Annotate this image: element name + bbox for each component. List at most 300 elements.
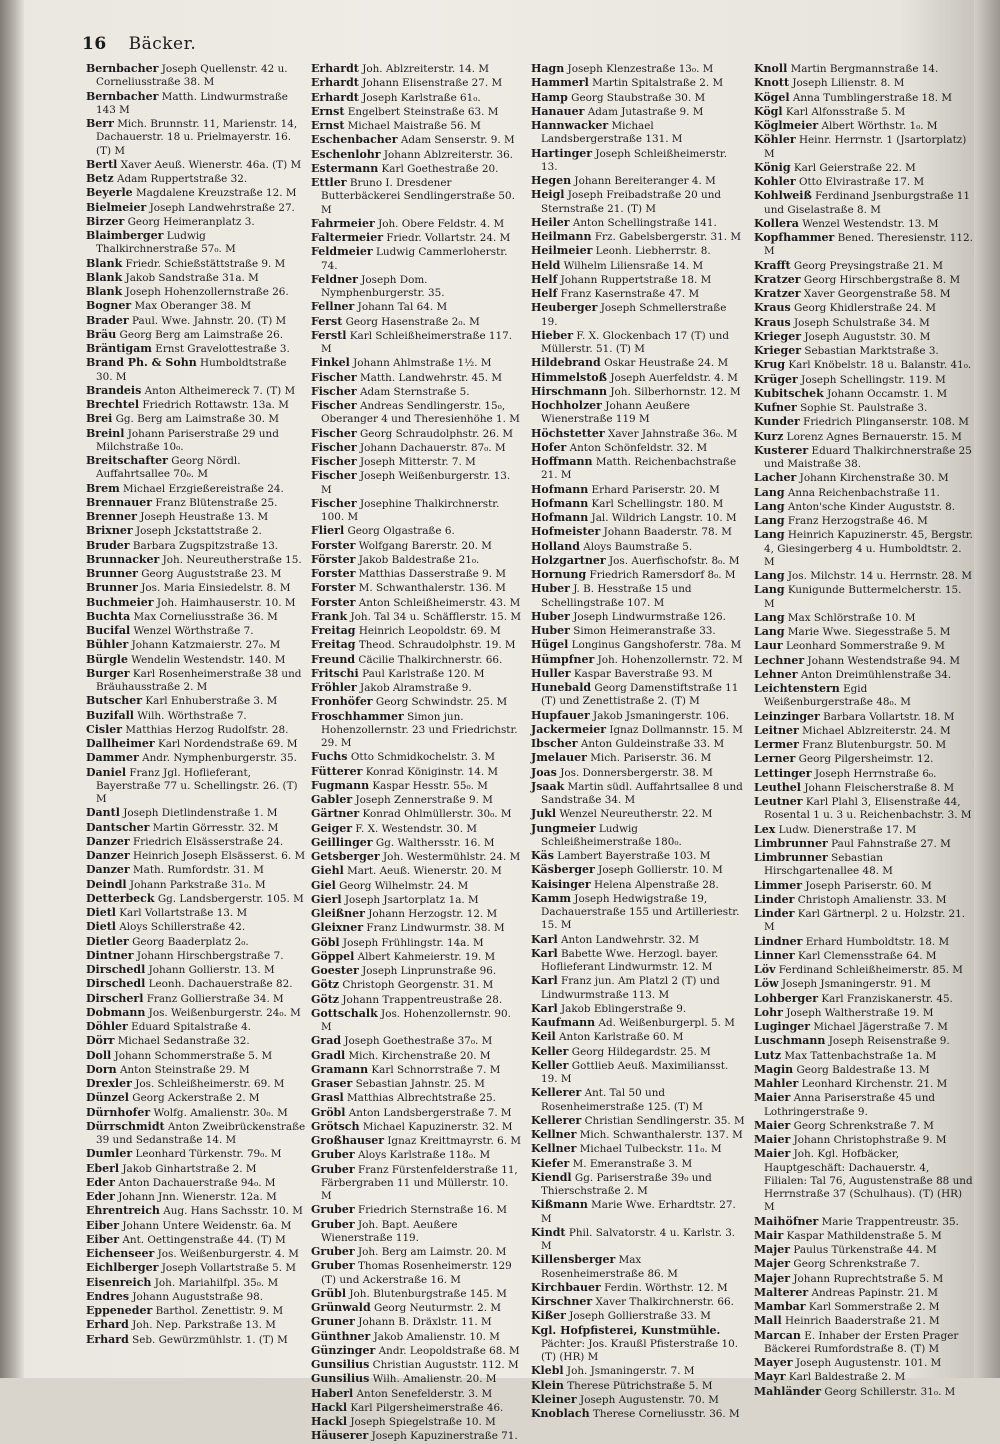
directory-entry [86, 201, 306, 215]
directory-entry [86, 1333, 306, 1347]
directory-entry [311, 553, 522, 567]
entry-details: Joh. Neureutherstraße 15. [162, 553, 302, 566]
entry-details: Johann Parkstraße 31₀. M [129, 878, 266, 891]
entry-name: Brixner [86, 524, 133, 538]
entry-name: Karl [531, 932, 558, 946]
entry-name: Bräu [86, 327, 117, 341]
entry-details: Simon Heimeranstraße 33. [573, 625, 716, 637]
directory-entry [86, 186, 306, 200]
entry-details: Karl Enhuberstraße 3. M [145, 695, 278, 708]
entry-name: Mayer [754, 1356, 793, 1369]
directory-entry [86, 920, 306, 934]
entry-name: Bogner [86, 299, 132, 313]
directory-entry [311, 1091, 522, 1105]
entry-name: Held [531, 258, 561, 272]
directory-entry [531, 525, 745, 539]
entry-name: Betz [86, 172, 114, 185]
entry-details: Joseph Mitterstr. 7. M [359, 456, 476, 468]
directory-entry [311, 399, 522, 427]
entry-details: Johann Tal 64. M [357, 301, 448, 314]
entry-name: Buzifall [86, 708, 134, 722]
entry-details: Joseph Hohenzollernstraße 26. [125, 286, 289, 298]
entry-details: Heinr. Herrnstr. 1 (Jsartorplatz) M [764, 134, 967, 160]
entry-details: Engelbert Steinstraße 63. M [347, 105, 499, 118]
directory-entry [86, 1290, 306, 1304]
directory-entry [531, 511, 745, 525]
entry-details: Georg Baldestraße 13. M [796, 1063, 930, 1076]
entry-name: Lex [754, 822, 776, 836]
entry-name: Gruber [311, 1148, 355, 1162]
entry-details: Jos. Donnersbergerstr. 38. M [560, 766, 713, 779]
entry-name: Graser [311, 1077, 353, 1090]
entry-name: Fuchs [311, 750, 348, 764]
entry-details: Joseph Schulstraße 34. M [794, 316, 930, 329]
entry-details: Georg Nördl. Auffahrtsallee 70₀. M [96, 455, 241, 481]
entry-name: Dorn [86, 1062, 117, 1076]
entry-name: Mambar [754, 1300, 806, 1313]
directory-entry [86, 257, 306, 271]
entry-name: Hümpfner [531, 652, 595, 666]
entry-name: Brand Ph. & Sohn [86, 356, 197, 370]
entry-details: Jakob Alramstraße 9. [360, 682, 472, 694]
entry-name: Ernst [311, 104, 345, 118]
entry-name: Fischer [311, 469, 357, 483]
entry-name: Kißmann [531, 1198, 588, 1212]
entry-details: Sebastian Hirschgartenallee 48. M [764, 852, 893, 878]
directory-entry [311, 1387, 522, 1401]
entry-details: Joseph Landwehrstraße 27. [149, 201, 295, 214]
entry-details: Thomas Rosenheimerstr. 129 (T) und Ackerstraße 16. M [321, 1260, 512, 1286]
entry-details: Babette Wwe. Herzogl. bayer. Hoflieferant Lindwurmstr. 12. M [541, 947, 719, 973]
directory-entry [311, 793, 522, 807]
entry-name: Dietl [86, 920, 116, 934]
directory-entry [86, 1020, 306, 1034]
entry-details: Albert Kahmeierstr. 19. M [357, 950, 496, 963]
entry-name: Dallheimer [86, 737, 155, 750]
entry-details: Joseph Schleißheimerstr. 13. [541, 147, 728, 173]
entry-details: Joseph Vollartstraße 5. M [161, 1262, 296, 1275]
entry-name: Hartinger [531, 146, 593, 160]
entry-name: Fronhöfer [311, 695, 373, 709]
entry-details: Johann Ruppertstraße 18. M [560, 273, 712, 286]
entry-details: Jakob Baldestraße 21₀. [358, 553, 480, 566]
directory-entry [754, 893, 974, 907]
directory-entry [754, 486, 974, 500]
entry-details: Joseph Gollierstr. 10. M [598, 864, 723, 877]
entry-name: Käs [531, 849, 554, 862]
entry-name: Gabler [311, 793, 353, 806]
entry-details: Heinrich Leopoldstr. 69. M [358, 625, 501, 637]
entry-details: Georg Baaderplatz 2₀. [132, 935, 249, 948]
entry-details: Joh. Nep. Parkstraße 13. M [132, 1319, 276, 1332]
entry-name: Kellner [531, 1142, 577, 1156]
entry-details: Johann Ahlmstraße 1½. M [353, 357, 492, 370]
directory-entry [754, 879, 974, 893]
entry-name: Döhler [86, 1020, 128, 1033]
entry-details: Christoph Amalienstr. 33. M [797, 893, 947, 906]
entry-details: Andr. Nymphenburgerstr. 35. [142, 752, 297, 765]
entry-details: Joh. Jsmaningerstr. 7. M [566, 1365, 695, 1378]
entry-name: Faltermeier [311, 231, 383, 244]
entry-details: Mich. Pariserstr. 36. M [590, 752, 712, 765]
directory-entry [754, 401, 974, 415]
directory-entry [311, 315, 522, 329]
entry-name: Hackl [311, 1415, 348, 1428]
entry-name: Beyerle [86, 186, 133, 200]
entry-name: Großhauser [311, 1134, 384, 1147]
entry-name: Maier [754, 1091, 791, 1105]
entry-name: Dietler [86, 934, 129, 948]
entry-name: Knoblach [531, 1407, 590, 1420]
directory-entry [531, 147, 745, 175]
directory-entry [311, 119, 522, 133]
directory-entry [86, 596, 306, 610]
entry-name: Ferst [311, 314, 343, 328]
directory-entry [311, 807, 522, 821]
entry-name: Hanauer [531, 104, 585, 118]
entry-name: Freund [311, 652, 356, 666]
entry-name: Gradl [311, 1048, 346, 1062]
directory-entry [754, 528, 974, 569]
directory-entry [531, 849, 745, 863]
entry-name: Kellerer [531, 1086, 582, 1100]
directory-entry [311, 105, 522, 119]
directory-entry [86, 510, 306, 524]
entry-name: Buchta [86, 609, 131, 623]
directory-entry [754, 710, 974, 724]
page-title: Bäcker. [128, 34, 197, 54]
entry-details: Karl Geierstraße 22. M [793, 161, 916, 174]
entry-details: Ant. Tal 50 und Rosenheimerstraße 125. (T) M [541, 1087, 703, 1113]
entry-details: Michael Landsbergerstraße 131. M [541, 120, 683, 146]
directory-entry [86, 878, 306, 892]
entry-details: Joh. Westermühlstr. 24. M [382, 851, 521, 863]
entry-details: Erhard Humboldtstr. 18. M [805, 935, 950, 948]
directory-entry [311, 427, 522, 441]
entry-details: Jakob Eblingerstraße 9. [560, 1002, 687, 1015]
directory-entry [754, 231, 974, 259]
directory-entry [754, 767, 974, 781]
entry-details: Joseph Hedwigstraße 19, Dachauerstraße 155 und Artilleriestr. 15. M [541, 892, 740, 932]
directory-entry [86, 356, 306, 384]
entry-details: Joseph Weißenburgerstr. 13. M [321, 470, 511, 496]
directory-entry [754, 189, 974, 217]
page-number: 16 [82, 34, 107, 54]
directory-entry [531, 780, 745, 808]
entry-details: Martin Spitalstraße 2. M [592, 77, 724, 90]
entry-details: Jal. Wildrich Langstr. 10. M [591, 512, 737, 524]
entry-name: Kißer [531, 1309, 566, 1323]
entry-details: Joseph Gollierstraße 33. M [569, 1310, 711, 1323]
directory-entry [531, 119, 745, 147]
entry-details: Adam Jutastraße 9. M [587, 105, 704, 118]
entry-name: Brader [86, 313, 129, 327]
entry-name: Blank [86, 256, 123, 270]
entry-details: Karl Pilgersheimerstraße 46. [350, 1401, 504, 1414]
directory-entry [754, 415, 974, 429]
directory-entry [86, 863, 306, 877]
directory-entry [311, 1063, 522, 1077]
directory-entry [754, 1356, 974, 1370]
directory-entry [311, 1120, 522, 1134]
directory-entry [86, 1006, 306, 1020]
directory-entry [754, 217, 974, 231]
directory-entry [311, 62, 522, 76]
entry-details: Kunigunde Buttermelcherstr. 15. M [764, 584, 962, 610]
entry-name: Dobmann [86, 1005, 146, 1019]
entry-details: Joseph Dom. Nymphenburgerstr. 35. [321, 273, 445, 299]
entry-name: Kufner [754, 401, 797, 414]
directory-entry [531, 329, 745, 357]
entry-details: Joh. Bapt. Aeußere Wienerstraße 119. [321, 1218, 458, 1244]
directory-entry [311, 624, 522, 638]
directory-entry [531, 822, 745, 850]
directory-entry [531, 216, 745, 230]
directory-entry [86, 1049, 306, 1063]
entry-details: Martin Görresstr. 32. M [152, 821, 279, 834]
directory-entry [531, 1171, 745, 1199]
entry-name: Erhard [86, 1332, 129, 1346]
directory-entry [754, 1063, 974, 1077]
entry-name: Lettinger [754, 766, 812, 780]
entry-details: Karl Alfonsstraße 5. M [785, 105, 906, 118]
entry-name: Fischer [311, 426, 357, 440]
directory-entry [754, 1006, 974, 1020]
directory-entry [531, 667, 745, 681]
entry-details: Andreas Sendlingerstr. 15₀, Oberanger 4 und Theresienhöhe 1. M [321, 400, 520, 426]
entry-details: Johann Christophstraße 9. M [793, 1134, 947, 1146]
entry-name: Killensberger [531, 1253, 616, 1267]
entry-details: Georg Pilgersheimstr. 12. [798, 753, 934, 766]
entry-name: Lang [754, 583, 785, 597]
entry-name: Hunebald [531, 681, 592, 694]
entry-name: Maier [754, 1147, 791, 1161]
directory-entry [311, 581, 522, 595]
entry-details: Leonhard Sommerstraße 9. M [785, 640, 945, 653]
directory-entry [86, 849, 306, 863]
entry-details: Ernst Gravelottestraße 3. [155, 343, 290, 355]
directory-entry [754, 1091, 974, 1119]
directory-entry [531, 385, 745, 399]
directory-entry [754, 316, 974, 330]
directory-entry [311, 1049, 522, 1063]
entry-details: Karl Knöbelstr. 18 u. Balanstr. 41₀. [788, 359, 972, 372]
entry-details: Johann Hirschbergstraße 7. [136, 949, 284, 962]
entry-name: Ibscher [531, 737, 578, 750]
entry-name: Butscher [86, 694, 143, 708]
directory-entry [86, 62, 306, 90]
directory-entry [531, 1045, 745, 1059]
entry-details: M. Emeranstraße 3. M [572, 1157, 693, 1170]
entry-name: Karl [531, 1001, 558, 1015]
directory-entry [86, 766, 306, 807]
directory-entry [754, 175, 974, 189]
entry-details: Anton Schleißheimerstr. 43. M [358, 596, 521, 609]
entry-details: Oskar Heustraße 24. M [604, 357, 729, 370]
entry-name: Grad [311, 1034, 342, 1048]
entry-name: Majer [754, 1271, 791, 1285]
directory-entry [531, 441, 745, 455]
directory-entry [531, 892, 745, 933]
directory-entry [531, 259, 745, 273]
entry-name: Grasl [311, 1091, 344, 1105]
directory-entry [754, 105, 974, 119]
entry-name: Dantscher [86, 820, 150, 834]
entry-details: Johann Westendstraße 94. M [807, 654, 961, 667]
directory-entry [311, 978, 522, 992]
column-4 [754, 62, 974, 1398]
entry-name: Limmer [754, 878, 802, 892]
entry-name: Kusterer [754, 443, 809, 457]
entry-details: Georg Schrenkstraße 7. [793, 1258, 920, 1271]
directory-entry [86, 299, 306, 313]
directory-entry [311, 1007, 522, 1035]
entry-details: Ant. Oettingenstraße 44. (T) M [122, 1233, 286, 1246]
directory-entry [754, 1133, 974, 1147]
directory-entry [531, 301, 745, 329]
entry-name: Magin [754, 1062, 794, 1076]
entry-details: Adam Senserstr. 9. M [400, 134, 515, 147]
directory-entry [86, 977, 306, 991]
entry-details: Wendelin Westendstr. 140. M [131, 653, 286, 666]
entry-name: Lehner [754, 667, 798, 681]
entry-details: Anton Schönfeldstr. 32. M [569, 441, 708, 454]
directory-entry [531, 1059, 745, 1087]
entry-name: Brennauer [86, 495, 153, 509]
directory-entry [311, 176, 522, 217]
entry-name: Fellner [311, 300, 355, 314]
entry-details: Georg Heimeranplatz 3. [127, 215, 255, 228]
entry-name: Blank [86, 270, 123, 284]
entry-name: Eberl [86, 1161, 120, 1175]
directory-entry [754, 1034, 974, 1048]
entry-details: Georg Hirschbergstraße 8. M [803, 273, 961, 286]
entry-name: Lacher [754, 471, 797, 485]
directory-entry [86, 1106, 306, 1120]
entry-details: Matthias Albrechtstraße 25. [347, 1092, 496, 1105]
directory-entry [754, 1049, 974, 1063]
entry-name: Gleißner [311, 907, 365, 920]
entry-details: Michael Sedanstraße 32. [117, 1035, 250, 1048]
directory-entry [311, 1301, 522, 1315]
directory-entry [531, 863, 745, 877]
entry-name: Gruber [311, 1217, 355, 1231]
directory-entry [86, 398, 306, 412]
directory-entry [311, 329, 522, 357]
entry-name: Krieger [754, 344, 802, 357]
entry-details: Joh. Ablzreiterstr. 14. M [362, 63, 489, 75]
entry-name: Berr [86, 117, 114, 130]
entry-name: Kögel [754, 90, 790, 104]
entry-name: Bürgle [86, 652, 128, 666]
entry-details: Franz Blutenburgstr. 50. M [802, 739, 947, 751]
entry-name: Lindner [754, 934, 803, 948]
directory-entry [754, 992, 974, 1006]
entry-name: Hegen [531, 174, 572, 187]
entry-name: Kögl [754, 104, 783, 118]
entry-name: Günzinger [311, 1343, 376, 1357]
directory-entry [531, 766, 745, 780]
directory-entry [311, 245, 522, 273]
directory-entry [311, 1077, 522, 1091]
entry-name: Helf [531, 287, 558, 300]
entry-details: Helena Alpenstraße 28. [594, 878, 719, 891]
entry-details: Cäcilie Thalkirchnerstr. 66. [358, 653, 503, 666]
entry-name: Kindt [531, 1225, 566, 1239]
directory-entry [86, 285, 306, 299]
entry-details: Anton Zweibrückenstraße 39 und Sedanstraße 14. M [96, 1120, 306, 1146]
entry-name: Eichenseer [86, 1247, 155, 1260]
entry-details: Joseph Lindwurmstraße 126. [573, 610, 726, 623]
directory-entry [754, 133, 974, 161]
entry-details: Christian Sendlingerstr. 35. M [584, 1114, 745, 1127]
entry-name: Haberl [311, 1386, 354, 1400]
entry-details: Max Tattenbachstraße 1a. M [784, 1049, 937, 1062]
directory-entry [311, 300, 522, 314]
page-header [82, 34, 196, 54]
directory-entry [754, 738, 974, 752]
directory-entry [754, 724, 974, 738]
entry-details: Otto Schmidkochelstr. 3. M [350, 751, 496, 764]
entry-details: Karl Rosenheimerstraße 38 und Bräuhausstraße 2. M [96, 667, 302, 693]
entry-details: Christoph Georgenstr. 31. M [342, 979, 494, 992]
directory-entry [531, 174, 745, 188]
directory-entry [531, 723, 745, 737]
directory-entry [86, 314, 306, 328]
directory-entry [86, 1034, 306, 1048]
directory-entry [86, 653, 306, 667]
directory-entry [754, 1272, 974, 1286]
entry-name: Käsberger [531, 863, 595, 877]
entry-details: Karl Franziskanerstr. 45. [821, 992, 953, 1005]
directory-entry [531, 1324, 745, 1365]
entry-details: Paul Karlstraße 120. M [362, 667, 485, 680]
directory-entry [86, 610, 306, 624]
entry-details: Marie Wwe. Erhardtstr. 27. M [541, 1199, 736, 1225]
entry-name: Kaufmann [531, 1016, 596, 1029]
directory-entry [754, 1300, 974, 1314]
directory-entry [86, 90, 306, 118]
directory-entry [754, 682, 974, 710]
entry-details: Sophie St. Paulstraße 3. [800, 402, 928, 414]
entry-name: Dammer [86, 751, 139, 765]
directory-entry [311, 371, 522, 385]
entry-details: Georg Preysingstraße 21. M [793, 259, 944, 272]
entry-name: Eisenreich [86, 1275, 152, 1289]
entry-details: Johann Jnn. Wienerstr. 12a. M [118, 1191, 277, 1203]
directory-entry [531, 1281, 745, 1295]
entry-name: Danzer [86, 863, 130, 877]
directory-entry [754, 963, 974, 977]
entry-name: Forster [311, 595, 356, 609]
entry-name: Häuserer [311, 1429, 369, 1443]
entry-name: Bucifal [86, 624, 131, 637]
directory-entry [86, 1176, 306, 1190]
directory-entry [531, 188, 745, 216]
entry-name: Buchmeier [86, 595, 154, 609]
directory-entry [311, 162, 522, 176]
entry-details: Georg Ackerstraße 2. M [132, 1092, 260, 1105]
directory-entry [311, 133, 522, 147]
entry-details: Anton Steinstraße 29. M [119, 1063, 250, 1076]
directory-entry [311, 1330, 522, 1344]
directory-entry [311, 469, 522, 497]
directory-entry [531, 1407, 745, 1421]
entry-name: Estermann [311, 161, 379, 175]
directory-entry [86, 342, 306, 356]
entry-details: Mich. Kirchenstraße 20. M [348, 1049, 491, 1062]
adjacent-page-edge [974, 0, 1000, 1378]
